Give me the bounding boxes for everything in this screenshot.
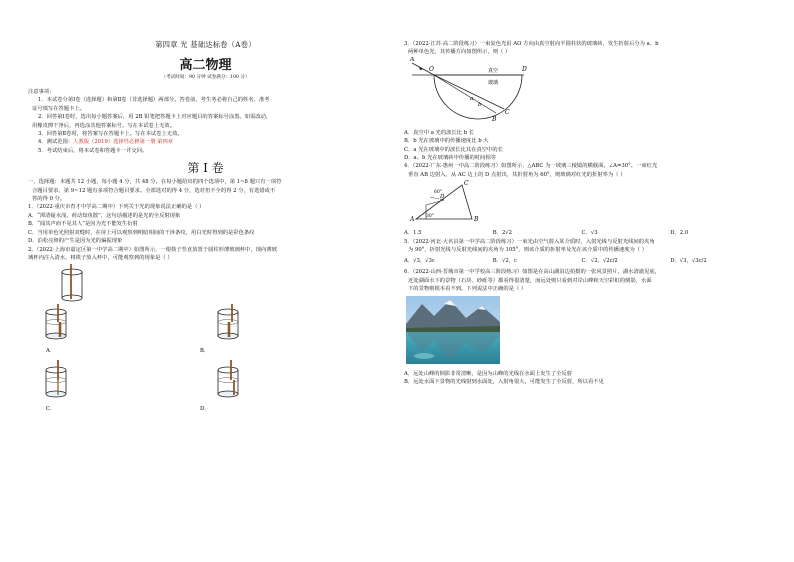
q3-label-C: C: [505, 108, 510, 116]
q4-option: C．√3: [581, 230, 598, 237]
q5-option: B．√2，c: [492, 258, 517, 265]
q4-angle-30: 30°: [426, 214, 434, 220]
q3-label-vacuum: 真空: [488, 67, 499, 74]
q5-option: C．√2，√2c/2: [581, 258, 618, 265]
q2-option-a-cup: [46, 304, 66, 339]
q3-stem: 3．（2022·江苏·高二阶段练习）一束复色光沿 AO 方向由真空射向半圆柱状的玻璃砖，发生折射后分为 a、b: [404, 41, 659, 47]
right-column: [404, 40, 759, 387]
question-4: [404, 162, 759, 179]
q1-stem: 1．（2022·重庆市育才中学高二期中）下列关于光的现象说法正确的是（ ）: [28, 204, 205, 211]
q4-angle-60: 60°: [434, 190, 442, 196]
q6-stem: 下的景物则根本看不到。下列说法中正确的是（ ）: [408, 286, 527, 293]
q3-label-glass: 玻璃: [488, 79, 499, 86]
q2-option-b-cup: [218, 304, 238, 339]
scope-red: 人教版（2019）选择性必修第一册 第四章: [73, 139, 174, 146]
q2-option-d-cup: [218, 360, 238, 397]
q3-stem: 两种单色光，其传播方向如图所示，则（ ）: [408, 49, 511, 56]
question-3: [404, 40, 759, 57]
q2-label-a: A．: [46, 348, 56, 355]
q1-option: A．“潭清疑水浅，荷动知鱼散”，这句话描述的是光的全反射现象: [28, 212, 181, 219]
q3-option: A．真空中 a 光的波长比 b 长: [404, 129, 475, 136]
q2-figure-svg: [28, 262, 383, 412]
q4-label-C: C: [464, 180, 469, 188]
subject-title: 高二物理: [179, 58, 232, 73]
notes-item: 1．本试卷分第Ⅰ卷（选择题）和第Ⅱ卷（非选择题）两部分。答卷前，考生务必将自己的姓名、准考: [38, 97, 270, 104]
q6-lake-photo: [404, 294, 759, 366]
notes-item: 用橡皮擦干净后，再选涂其他答案标号。写在本试卷上无效。: [32, 122, 176, 129]
notes-item: 2．回答第Ⅰ卷时，选出每小题答案后，用 2B 铅笔把答题卡上对应题目的答案标号涂黑。如需改动，: [38, 114, 272, 121]
q3-option: C．a 光在玻璃中的波长比其在真空中的长: [404, 146, 503, 153]
q2-figures: [28, 262, 383, 412]
q6-option: A．远处山峰的倒影非常清晰，是因为山峰的光线在水面上发生了全反射: [404, 370, 573, 377]
q3-label-b: b: [478, 101, 482, 108]
q6-stem: 近处湖面水下的景物（石块、砂砾等）都看得很清楚，而远处则只看到对岸山峰和天空彩虹的倒影，水面: [408, 277, 652, 284]
q5-stem: 5．（2022·河北·大名县第一中学高二阶段练习）一束光由空气射入某介质时，入射光线与反射光线间的夹角: [404, 238, 655, 245]
q4-option: D．2.0: [670, 230, 689, 237]
q2-stem: 2．（2022·上海市嘉定区第一中学高二期中）如图所示，一根筷子竖直放置于圆柱形薄玻璃杯中，现向薄玻: [28, 246, 277, 253]
notes-item-scope: [28, 138, 383, 146]
q5-option: D．√3，√3c/2: [670, 258, 707, 265]
notes-heading: 注意事项：: [28, 89, 55, 95]
q3-label-A: A: [410, 56, 415, 63]
q3-option: B．b 光在玻璃中的传播速度比 b 大: [404, 138, 489, 145]
q2-main-cup: [62, 264, 82, 301]
q4-figure: [404, 179, 759, 225]
q1-option: D．泊松亮斑的产生是因为光的偏振现象: [28, 238, 123, 245]
section-title: 第 Ⅰ 卷: [187, 161, 224, 176]
q6-options: [404, 370, 759, 387]
q2-label-b: B．: [200, 348, 210, 355]
question-5: [404, 238, 759, 269]
notes-item: 5．考试结束后，将本试卷和答题卡一并交回。: [38, 147, 148, 154]
q4-label-A: A: [410, 216, 415, 224]
q6-stem: 6．（2022·山西·晋城市第一中学校高三阶段练习）如图是在高山湖泊边拍摄的一张风景照片，湖水清澈见底，: [404, 269, 660, 276]
instruction-line: 合题目要求，第 9~12 题有多项符合题目要求。全部选对的得 4 分，选对但不全的得 2 分，有选错或不: [32, 187, 276, 194]
q4-option: A．1.5: [404, 230, 422, 237]
left-column: [28, 40, 383, 412]
q3-label-B: B: [492, 115, 497, 123]
exam-title: 第四章 光 基础达标卷（A卷）: [155, 40, 256, 49]
q1-option: C．当用单色光照射双缝时，在屏上可以观察到明暗相间的干涉条纹，用白光时得到的是彩色条纹: [28, 229, 255, 236]
q5-option: A．√3，√3c: [404, 258, 435, 265]
question-1: [28, 203, 383, 245]
notes-item: 3．回答第Ⅱ卷时，将答案写在答题卡上。写在本试卷上无效。: [38, 131, 183, 138]
q2-option-c-cup: [46, 360, 66, 397]
q3-label-a: a: [470, 95, 474, 102]
q4-label-D: D: [440, 194, 445, 201]
q5-options: [404, 254, 759, 268]
instruction-line: 一、选择题：本题共 12 小题，每小题 4 分，共 48 分。在每小题给出的四个选项中，第 1~8 题只有一项符: [28, 179, 282, 186]
q4-option: B．2√2: [492, 230, 513, 237]
scope-prefix: 4．测试范围：: [38, 139, 74, 146]
q3-label-O: O: [429, 65, 434, 73]
question-6: [404, 268, 759, 293]
instruction-line: 答的得 0 分。: [32, 196, 66, 203]
q3-figure: [404, 57, 759, 125]
q4-label-B: B: [474, 216, 479, 224]
q2-stem: 璃杯内注入清水，将筷子放入杯中，可能观察到的现象是（ ）: [28, 254, 173, 261]
notes-block: [28, 88, 383, 155]
instructions: [28, 178, 383, 203]
q4-stem: 垂直 AB 边射入，从 AC 边上的 D 点射出，其折射角为 60°，则玻璃对红光的折射率为（ ）: [408, 171, 626, 178]
q4-stem: 4．（2022·广东·惠州一中高二阶段练习）如图所示，△ABC 为一玻璃三棱镜的横截面，∠A=30°。一束红光: [404, 163, 658, 170]
notes-item: 证号填写在答题卡上。: [32, 105, 85, 112]
q1-option: B．“闻其声而不见其人”是因为光不能发生衍射: [28, 221, 138, 228]
q4-options: [404, 229, 759, 237]
q3-options: [404, 129, 759, 163]
q6-option: B．远处水面下景物的光线射到水面处，入射角很大，可能发生了全反射，所以看不见: [404, 379, 604, 386]
q3-option: D．a、b 光在玻璃砖中传播的时间相等: [404, 155, 496, 162]
q2-label-c: C．: [46, 406, 56, 413]
q2-label-d: D．: [200, 406, 210, 413]
q5-stem: 为 90°，折射光线与反射光线间的夹角为 105°，则该介质的折射率及光在该介质中的传播速度为（ ）: [408, 247, 648, 254]
q3-label-D: D: [522, 65, 527, 73]
question-2: [28, 246, 383, 263]
exam-meta: （考试时间：90 分钟 试卷满分：100 分）: [161, 75, 250, 80]
